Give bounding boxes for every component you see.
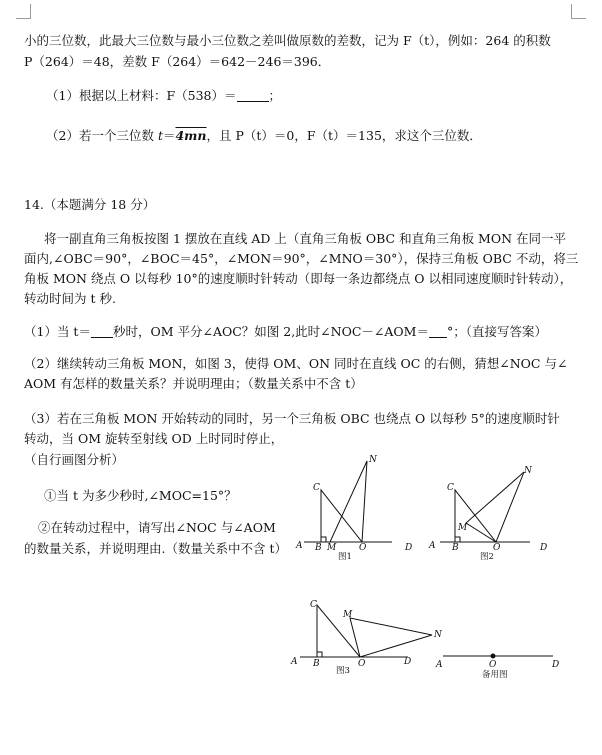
fig1-label-n: N bbox=[369, 455, 377, 465]
q13-part-2-prefix: （2）若一个三位数 bbox=[46, 128, 158, 143]
fig1-label-a: A bbox=[296, 541, 303, 551]
spare-label-d: D bbox=[552, 660, 560, 670]
q14-paragraph-line-3: 角板 MON 绕点 O 以每秒 10°的速度顺时针转动（即每一条边都绕点 O 以相同速度顺时针转动）， bbox=[24, 271, 573, 286]
q14-sub-3-question-2-line-2: 的数量关系，并说明理由.（数量关系中不含 t） bbox=[24, 541, 287, 556]
spare-label-o: O bbox=[489, 660, 497, 670]
fig3-label-d: D bbox=[404, 657, 412, 667]
q14-sub-1-b: 秒时，OM 平分∠AOC？如图 2,此时∠NOC－∠AOM＝ bbox=[112, 324, 429, 339]
fig2-triangle-obc bbox=[455, 490, 496, 542]
fig2-right-angle-mark bbox=[455, 537, 460, 542]
q14-paragraph-line-4: 转动时间为 t 秒. bbox=[24, 291, 116, 306]
fig1-label-m: M bbox=[327, 543, 337, 553]
point-o bbox=[491, 654, 496, 659]
fig3-label-m: M bbox=[343, 610, 353, 620]
q14-paragraph-line-2: 面内,∠OBC＝90°，∠BOC＝45°，∠MON＝90°，∠MNO＝30°），保持三角板 OBC 不动，将三 bbox=[24, 251, 579, 266]
equals-sign: ＝ bbox=[162, 128, 176, 143]
fig2-label-b: B bbox=[452, 543, 459, 553]
fig1-label-o: O bbox=[359, 543, 367, 553]
figure-2 bbox=[428, 466, 547, 562]
fig1-label-d: D bbox=[405, 543, 413, 553]
q14-sub-3-line-1: （3）若在三角板 MON 开始转动的同时，另一个三角板 OBC 也绕点 O 以每秒 5°的速度顺时针 bbox=[24, 411, 560, 426]
q13-part-2-suffix: ，且 P（t）＝0，F（t）＝135，求这个三位数． bbox=[206, 128, 482, 143]
fig3-right-angle-mark bbox=[317, 652, 322, 657]
figure-3 bbox=[290, 600, 443, 676]
three-digit-number: 4mn bbox=[175, 128, 207, 143]
fig2-label-o: O bbox=[493, 543, 501, 553]
q14-sub-3-question-1: ①当 t 为多少秒时,∠MOC=15°？ bbox=[44, 488, 237, 503]
fig1-right-angle-mark bbox=[321, 537, 326, 542]
figure-spare bbox=[435, 654, 559, 681]
spare-label-a: A bbox=[436, 660, 443, 670]
q14-sub-3-line-3: （自行画图分析） bbox=[24, 452, 125, 467]
fig3-label-b: B bbox=[313, 659, 320, 669]
fig2-label-d: D bbox=[540, 543, 548, 553]
q14-sub-3-question-2-line-1: ②在转动过程中，请写出∠NOC 与∠AOM bbox=[38, 520, 276, 535]
fig2-caption: 图2 bbox=[480, 552, 494, 562]
fig2-label-c: C bbox=[447, 483, 454, 493]
fig2-triangle-mon bbox=[466, 472, 524, 542]
fig3-label-n: N bbox=[434, 630, 442, 640]
fig1-triangle-mon bbox=[330, 461, 367, 542]
fig2-label-m: M bbox=[458, 523, 468, 533]
variable-t: t bbox=[157, 128, 163, 143]
q14-sub-3-line-2: 转动，当 OM 旋转至射线 OD 上时同时停止， bbox=[24, 431, 284, 446]
intro-line-2: P（264）＝48，差数 F（264）＝642－246＝396． bbox=[24, 54, 331, 69]
fig2-label-a: A bbox=[429, 541, 436, 551]
intro-line-1: 小的三位数，此最大三位数与最小三位数之差叫做原数的差数，记为 F（t），例如：264 的积数 bbox=[24, 33, 551, 48]
figure-1 bbox=[295, 455, 412, 562]
spare-caption: 备用图 bbox=[482, 670, 508, 680]
fig3-label-o: O bbox=[358, 659, 366, 669]
fig3-caption: 图3 bbox=[336, 666, 350, 676]
q14-sub-2-line-2: AOM 有怎样的数量关系？并说明理由；（数量关系中不含 t） bbox=[24, 376, 363, 391]
fig1-label-b: B bbox=[315, 543, 322, 553]
q14-sub-1-a: （1）当 t＝ bbox=[24, 324, 91, 339]
fig2-label-n: N bbox=[524, 466, 532, 476]
q13-part-1-suffix: ； bbox=[268, 88, 282, 103]
fig1-label-c: C bbox=[313, 483, 320, 493]
fig3-triangle-mon bbox=[350, 618, 432, 657]
fig1-caption: 图1 bbox=[338, 552, 352, 562]
q14-sub-1-c: °；（直接写答案） bbox=[446, 324, 547, 339]
fig3-label-c: C bbox=[310, 600, 317, 610]
q14-sub-2-line-1: （2）继续转动三角板 MON，如图 3，使得 OM、ON 同时在直线 OC 的右侧，猜想∠NOC 与∠ bbox=[24, 356, 568, 371]
q14-paragraph-line-1: 将一副直角三角板按图 1 摆放在直线 AD 上（直角三角板 OBC 和直角三角板 MON 在同一平 bbox=[44, 231, 567, 246]
q13-part-1-prefix: （1）根据以上材料：F（538）＝ bbox=[46, 88, 237, 103]
fig3-label-a: A bbox=[291, 657, 298, 667]
q14-header: 14.（本题满分 18 分） bbox=[24, 197, 156, 212]
